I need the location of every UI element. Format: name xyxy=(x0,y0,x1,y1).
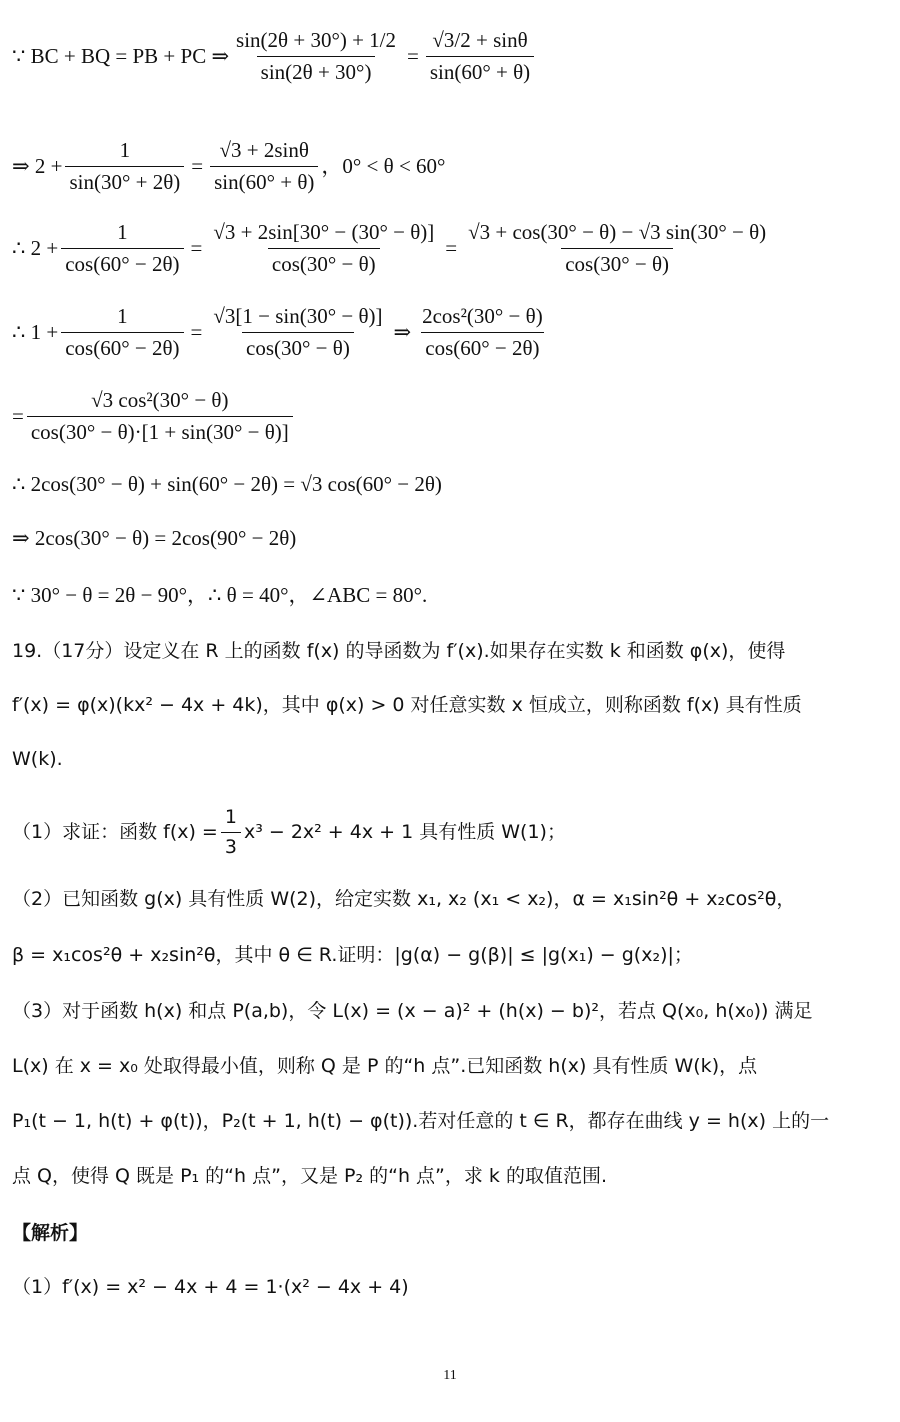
math-line-7: ⇒ 2cos(30° − θ) = 2cos(90° − 2θ) xyxy=(12,526,297,550)
denominator: sin(60° + θ) xyxy=(210,166,318,195)
part-1-suffix: x³ − 2x² + 4x + 1 具有性质 W(1)； xyxy=(243,820,566,843)
math-line-6: ∴ 2cos(30° − θ) + sin(60° − 2θ) = √3 cos(60° − 2θ) xyxy=(12,472,442,496)
denominator: cos(60° − 2θ) xyxy=(61,332,183,361)
fraction xyxy=(65,138,184,195)
denominator: 3 xyxy=(221,832,241,859)
numerator: 1 xyxy=(117,304,128,328)
problem-19-statement-line-1: 19.（17分）设定义在 R 上的函数 f(x) 的导函数为 f′(x).如果存在实数 k 和函数 φ(x)，使得 xyxy=(12,640,786,662)
fraction xyxy=(221,806,241,859)
math-line-5-lhs: = xyxy=(12,404,24,429)
math-line-5 xyxy=(12,388,886,445)
numerator: √3/2 + sinθ xyxy=(432,28,528,52)
equals-sign: = xyxy=(445,236,458,261)
problem-19-statement-line-2: f′(x) = φ(x)(kx² − 4x + 4k)，其中 φ(x) > 0 对任意实数 x 恒成立，则称函数 f(x) 具有性质 xyxy=(12,694,802,716)
math-line-8: ∵ 30° − θ = 2θ − 90°，∴ θ = 40°，∠ABC = 80°. xyxy=(12,583,428,607)
condition-text: ，0° < θ < 60° xyxy=(321,154,446,179)
math-line-2 xyxy=(12,138,886,195)
denominator: cos(30° − θ) xyxy=(561,248,673,277)
problem-19-part-1 xyxy=(12,806,886,859)
solution-part-1: （1）f′(x) = x² − 4x + 4 = 1·(x² − 4x + 4) xyxy=(12,1276,409,1298)
page-number: 11 xyxy=(443,1368,457,1383)
fraction xyxy=(209,304,386,361)
denominator: cos(30° − θ) xyxy=(268,248,380,277)
math-line-3 xyxy=(12,220,886,277)
problem-19-part-2-line-1: （2）已知函数 g(x) 具有性质 W(2)，给定实数 x₁, x₂ (x₁ < x₂)，α = x₁sin²θ + x₂cos²θ， xyxy=(12,888,796,910)
math-line-4 xyxy=(12,304,886,361)
problem-19-part-3-line-3: P₁(t − 1, h(t) + φ(t))，P₂(t + 1, h(t) − φ(t)).若对任意的 t ∈ R，都存在曲线 y = h(x) 上的一 xyxy=(12,1110,830,1132)
numerator: 1 xyxy=(224,806,237,828)
problem-19-part-3-line-4: 点 Q，使得 Q 既是 P₁ 的“h 点”，又是 P₂ 的“h 点”，求 k 的取值范围. xyxy=(12,1165,607,1187)
fraction xyxy=(426,28,534,85)
equals-sign: = xyxy=(407,44,419,69)
implies-arrow: ⇒ xyxy=(393,320,412,345)
problem-19-part-3-line-2: L(x) 在 x = x₀ 处取得最小值，则称 Q 是 P 的“h 点”.已知函数 h(x) 具有性质 W(k)，点 xyxy=(12,1055,758,1077)
math-line-2-lhs: ⇒ 2 + xyxy=(12,154,63,179)
denominator: sin(2θ + 30°) xyxy=(257,56,376,85)
equals-sign: = xyxy=(190,320,203,345)
math-line-4-lhs: ∴ 1 + xyxy=(12,320,59,345)
numerator: √3 + cos(30° − θ) − √3 sin(30° − θ) xyxy=(468,220,767,244)
denominator: cos(60° − 2θ) xyxy=(61,248,183,277)
numerator: 1 xyxy=(117,220,128,244)
fraction xyxy=(61,220,183,277)
fraction xyxy=(210,138,318,195)
fraction xyxy=(209,220,438,277)
problem-19-part-3-line-1: （3）对于函数 h(x) 和点 P(a,b)，令 L(x) = (x − a)² + (h(x) − b)²，若点 Q(x₀, h(x₀)) 满足 xyxy=(12,1000,813,1022)
math-line-1 xyxy=(12,28,886,85)
fraction xyxy=(232,28,400,85)
fraction xyxy=(61,304,183,361)
denominator: cos(60° − 2θ) xyxy=(421,332,543,361)
math-line-1-lhs: ∵ BC + BQ = PB + PC ⇒ xyxy=(12,44,230,69)
numerator: sin(2θ + 30°) + 1/2 xyxy=(236,28,397,52)
numerator: √3 + 2sinθ xyxy=(219,138,309,162)
denominator: cos(30° − θ) xyxy=(242,332,354,361)
numerator: 1 xyxy=(119,138,131,162)
numerator: √3 cos²(30° − θ) xyxy=(91,388,229,412)
fraction xyxy=(27,388,293,445)
math-line-3-lhs: ∴ 2 + xyxy=(12,236,59,261)
fraction xyxy=(418,304,547,361)
equals-sign: = xyxy=(191,154,204,179)
solution-heading: 【解析】 xyxy=(12,1222,89,1244)
numerator: √3 + 2sin[30° − (30° − θ)] xyxy=(213,220,435,244)
fraction xyxy=(464,220,770,277)
equals-sign: = xyxy=(190,236,203,261)
numerator: 2cos²(30° − θ) xyxy=(422,304,543,328)
problem-19-part-2-line-2: β = x₁cos²θ + x₂sin²θ，其中 θ ∈ R.证明：|g(α) − g(β)| ≤ |g(x₁) − g(x₂)|； xyxy=(12,944,693,966)
part-1-prefix: （1）求证：函数 f(x) = xyxy=(12,820,218,843)
denominator: cos(30° − θ)·[1 + sin(30° − θ)] xyxy=(27,416,293,445)
denominator: sin(30° + 2θ) xyxy=(65,166,184,195)
denominator: sin(60° + θ) xyxy=(426,56,534,85)
problem-19-statement-line-3: W(k). xyxy=(12,748,63,770)
numerator: √3[1 − sin(30° − θ)] xyxy=(213,304,383,328)
